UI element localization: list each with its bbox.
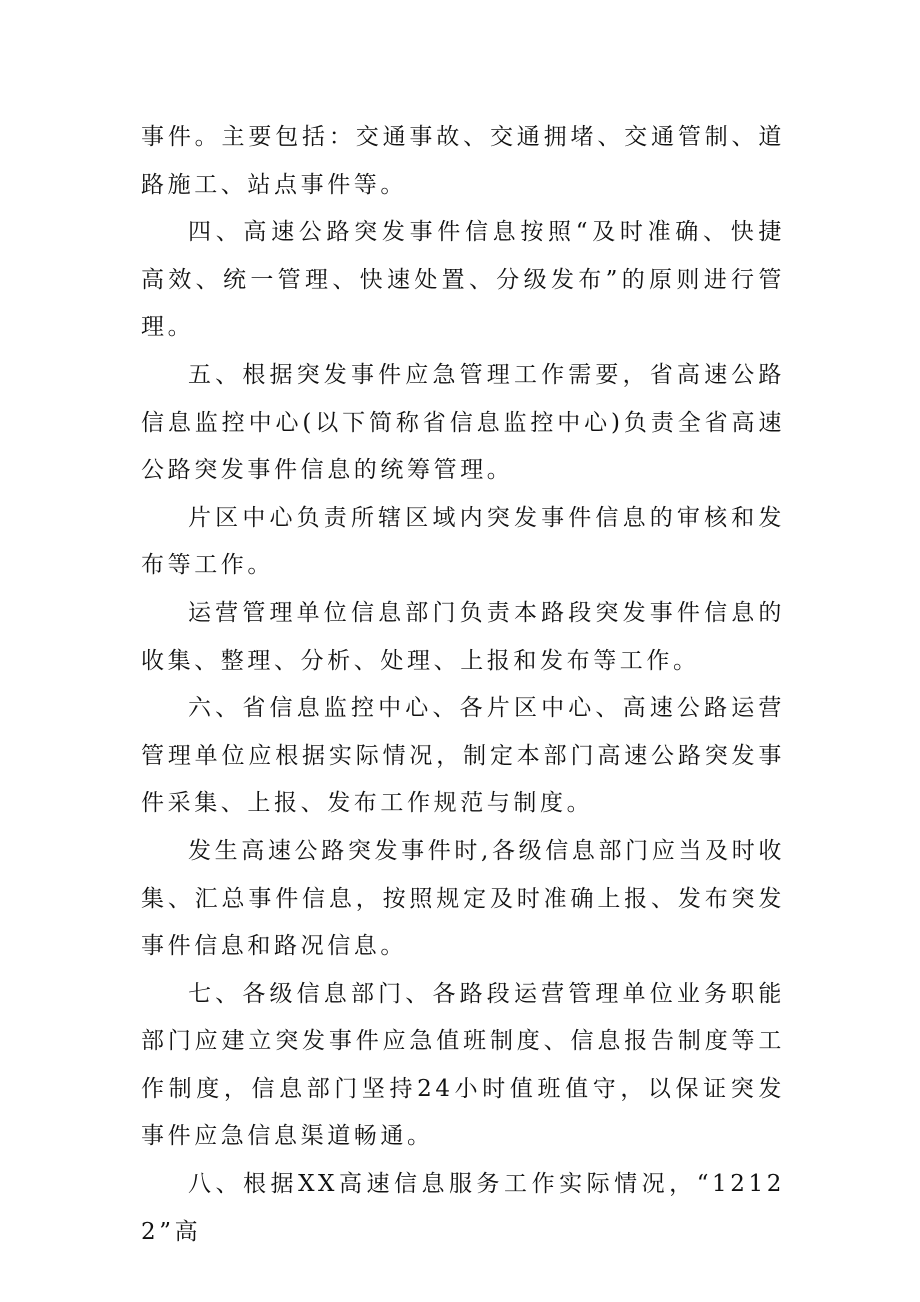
paragraph-2: 四、高速公路突发事件信息按照“及时准确、快捷高效、统一管理、快速处置、分级发布”的原则进行管理。	[141, 219, 785, 341]
paragraph-7: 发生高速公路突发事件时,各级信息部门应当及时收集、汇总事件信息，按照规定及时准确上报、发布突发事件信息和路况信息。	[141, 837, 785, 960]
paragraph-1: 事件。主要包括：交通事故、交通拥堵、交通管制、道路施工、站点事件等。	[141, 124, 785, 198]
paragraph-8: 七、各级信息部门、各路段运营管理单位业务职能部门应建立突发事件应急值班制度、信息报告制度等工作制度，信息部门坚持24小时值班值守，以保证突发事件应急信息渠道畅通。	[141, 980, 785, 1150]
document-body	[141, 114, 785, 1256]
paragraph-5: 运营管理单位信息部门负责本路段突发事件信息的收集、整理、分析、处理、上报和发布等工作。	[141, 599, 785, 674]
paragraph-9: 八、根据XX高速信息服务工作实际情况，“12122”高	[141, 1171, 785, 1245]
paragraph-3: 五、根据突发事件应急管理工作需要，省高速公路信息监控中心(以下简称省信息监控中心)负责全省高速公路突发事件信息的统筹管理。	[141, 361, 785, 484]
paragraph-6: 六、省信息监控中心、各片区中心、高速公路运营管理单位应根据实际情况，制定本部门高速公路突发事件采集、上报、发布工作规范与制度。	[141, 695, 785, 817]
paragraph-4: 片区中心负责所辖区域内突发事件信息的审核和发布等工作。	[141, 504, 785, 579]
